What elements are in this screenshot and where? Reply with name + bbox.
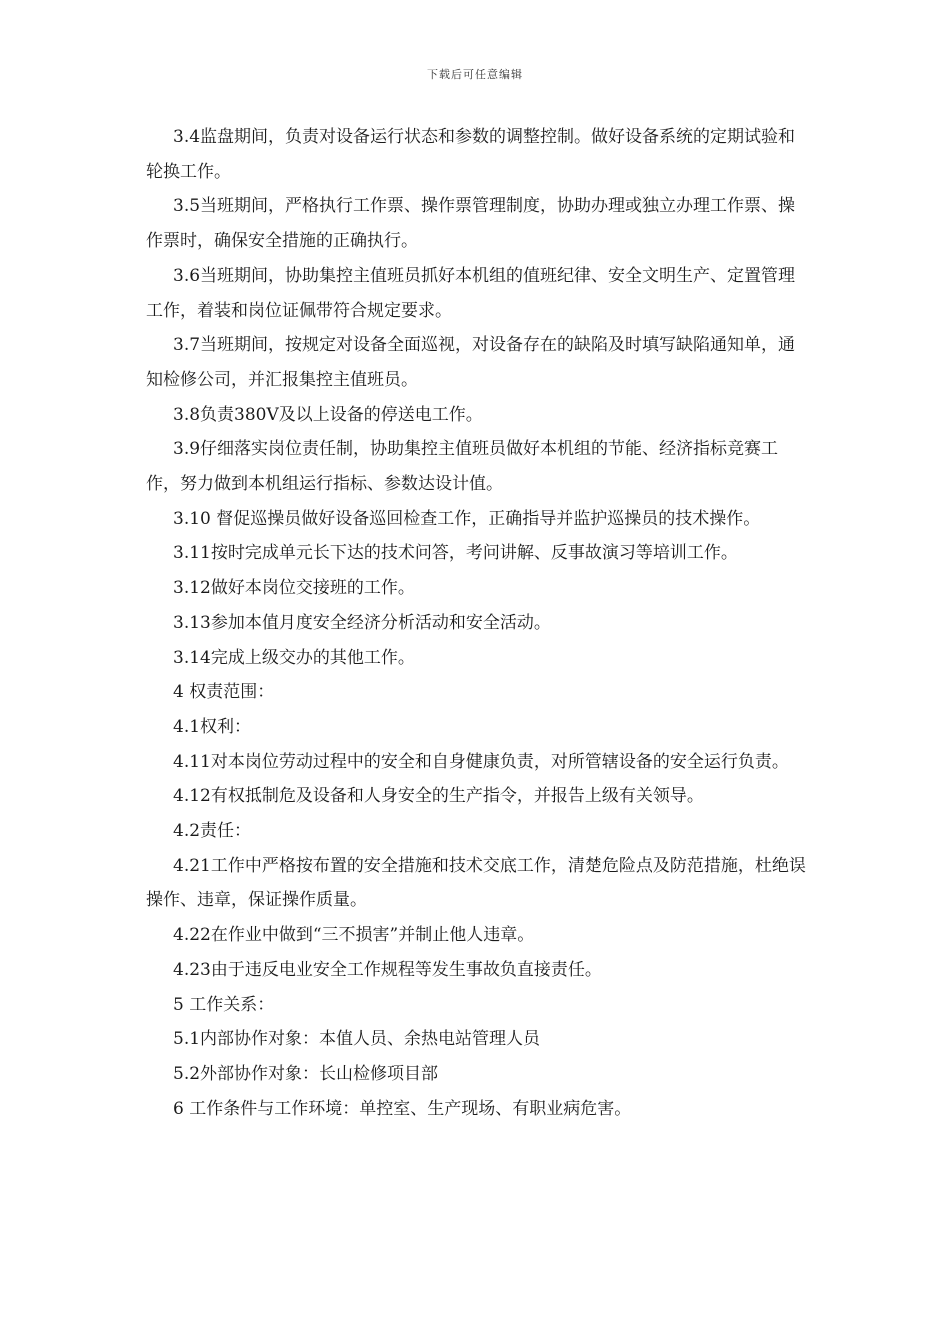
paragraph-4-21: 4.21工作中严格按布置的安全措施和技术交底工作，清楚危险点及防范措施，杜绝误操作、违章，保证操作质量。	[146, 855, 806, 911]
paragraph-3-4: 3.4监盘期间，负责对设备运行状态和参数的调整控制。做好设备系统的定期试验和轮换工作。	[146, 127, 796, 182]
paragraph-4-22: 4.22在作业中做到“三不损害”并制止他人违章。	[173, 925, 535, 946]
section-heading-6: 6 工作条件与工作环境：单控室、生产现场、有职业病危害。	[173, 1098, 632, 1119]
paragraph-4-23: 4.23由于违反电业安全工作规程等发生事故负直接责任。	[173, 959, 602, 980]
document-body	[146, 120, 810, 1126]
section-heading-4: 4 权责范围：	[173, 682, 275, 703]
paragraph-3-5: 3.5当班期间，严格执行工作票、操作票管理制度，协助办理或独立办理工作票、操作票时，确保安全措施的正确执行。	[146, 196, 796, 252]
paragraph-3-6: 3.6当班期间，协助集控主值班员抓好本机组的值班纪律、安全文明生产、定置管理工作，着装和岗位证佩带符合规定要求。	[146, 265, 796, 321]
subsection-heading-4-1: 4.1权利：	[173, 716, 252, 737]
paragraph-3-12: 3.12做好本岗位交接班的工作。	[173, 578, 415, 599]
paragraph-3-9: 3.9仔细落实岗位责任制，协助集控主值班员做好本机组的节能、经济指标竞赛工作，努力做到本机组运行指标、参数达设计值。	[146, 439, 779, 495]
paragraph-4-11: 4.11对本岗位劳动过程中的安全和自身健康负责，对所管辖设备的安全运行负责。	[173, 751, 789, 772]
paragraph-3-10: 3.10 督促巡操员做好设备巡回检查工作，正确指导并监护巡操员的技术操作。	[173, 508, 761, 529]
paragraph-3-7: 3.7当班期间，按规定对设备全面巡视，对设备存在的缺陷及时填写缺陷通知单，通知检修公司，并汇报集控主值班员。	[146, 335, 796, 390]
page-header: 下载后可任意编辑	[427, 68, 523, 81]
paragraph-3-11: 3.11按时完成单元长下达的技术问答，考问讲解、反事故演习等培训工作。	[173, 543, 738, 564]
paragraph-4-12: 4.12有权抵制危及设备和人身安全的生产指令，并报告上级有关领导。	[173, 786, 704, 807]
paragraph-3-13: 3.13参加本值月度安全经济分析活动和安全活动。	[173, 612, 551, 633]
paragraph-3-14: 3.14完成上级交办的其他工作。	[173, 647, 415, 668]
paragraph-5-2: 5.2外部协作对象：长山检修项目部	[173, 1063, 439, 1084]
subsection-heading-4-2: 4.2责任：	[173, 821, 252, 842]
section-heading-5: 5 工作关系：	[173, 994, 275, 1015]
paragraph-5-1: 5.1内部协作对象：本值人员、余热电站管理人员	[173, 1029, 541, 1050]
paragraph-3-8: 3.8负责380V及以上设备的停送电工作。	[173, 404, 483, 425]
